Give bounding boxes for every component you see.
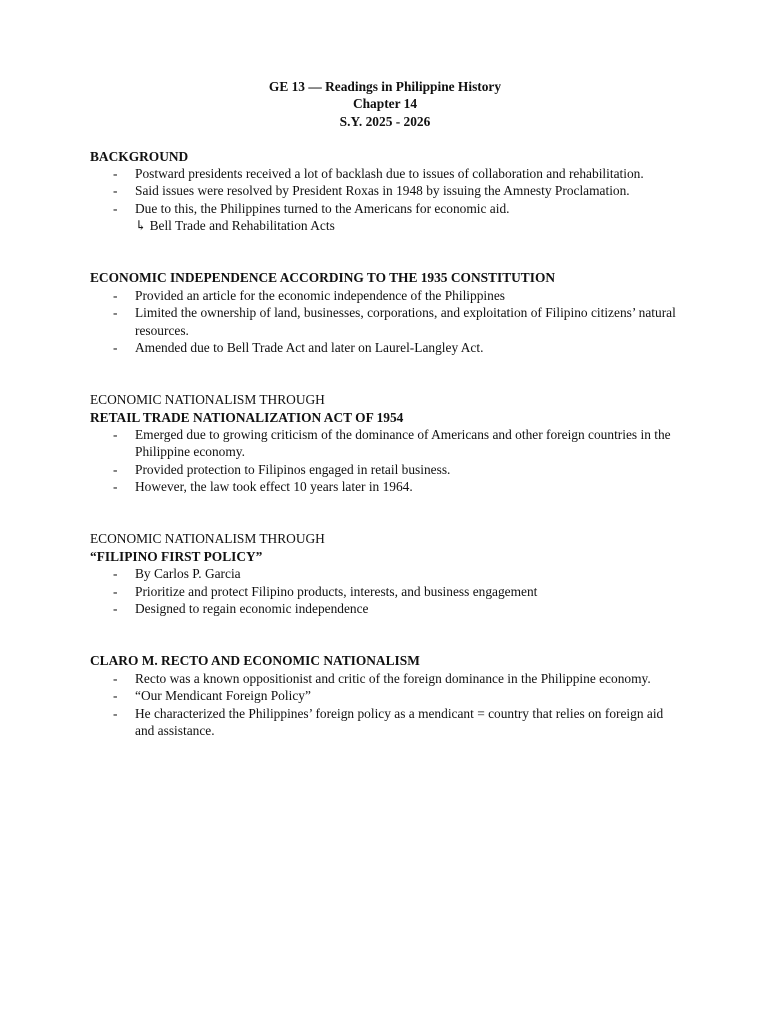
list-item-text: Limited the ownership of land, businesses, corporations, and exploitation of Filipino citizens’ natural resources.: [135, 305, 676, 338]
list-item: [90, 287, 680, 304]
list-item: [90, 583, 680, 600]
sub-item-bell-trade: ↳ Bell Trade and Rehabilitation Acts: [135, 218, 335, 234]
list-item-text: By Carlos P. Garcia: [135, 566, 241, 582]
list-item: [90, 182, 680, 199]
bullet-dash: -: [113, 461, 118, 477]
chapter-title: Chapter 14: [352, 96, 418, 112]
section-filipino-first: [90, 530, 680, 617]
list-item: [90, 165, 680, 182]
list-item: [90, 478, 680, 495]
list-item-text: He characterized the Philippines’ foreign policy as a mendicant = country that relies on foreign aid and assistance.: [135, 705, 664, 738]
list-item: [90, 670, 680, 687]
bullet-dash: -: [113, 427, 118, 443]
list-item: [90, 339, 680, 356]
list-item-text: Said issues were resolved by President Roxas in 1948 by issuing the Amnesty Proclamation.: [135, 183, 630, 199]
course-title: GE 13 — Readings in Philippine History: [268, 79, 502, 94]
list-item: [90, 304, 680, 339]
list-item: [90, 426, 680, 461]
section-heading: RETAIL TRADE NATIONALIZATION ACT OF 1954: [90, 409, 404, 425]
list-item-text: Amended due to Bell Trade Act and later on Laurel-Langley Act.: [135, 340, 484, 356]
list-item-text: Postward presidents received a lot of backlash due to issues of collaboration and rehabilitation.: [135, 165, 644, 181]
section-economic-independence: [90, 269, 680, 356]
school-year: S.Y. 2025 - 2026: [339, 113, 431, 129]
document-page: [90, 78, 680, 739]
list-item-text: Designed to regain economic independence: [135, 601, 369, 617]
section-heading: ECONOMIC INDEPENDENCE ACCORDING TO THE 1935 CONSTITUTION: [90, 270, 556, 286]
section-retail-trade: [90, 391, 680, 495]
bullet-dash: -: [113, 688, 118, 704]
bullet-list: [90, 426, 680, 496]
section-heading: CLARO M. RECTO AND ECONOMIC NATIONALISM: [90, 653, 420, 669]
bullet-dash: -: [113, 287, 118, 303]
list-item-text: “Our Mendicant Foreign Policy”: [135, 688, 311, 704]
list-item-text: Emerged due to growing criticism of the dominance of Americans and other foreign countries in the Philippine economy.: [135, 427, 671, 460]
list-item: [90, 200, 680, 217]
bullet-dash: -: [113, 165, 118, 181]
bullet-dash: -: [113, 670, 118, 686]
bullet-list: [90, 670, 680, 740]
list-item: [90, 461, 680, 478]
bullet-dash: -: [113, 566, 118, 582]
list-item: [90, 687, 680, 704]
bullet-dash: -: [113, 601, 118, 617]
list-item-text: However, the law took effect 10 years later in 1964.: [135, 479, 413, 495]
section-subheading: ECONOMIC NATIONALISM THROUGH: [90, 392, 325, 408]
section-subheading: ECONOMIC NATIONALISM THROUGH: [90, 531, 325, 547]
section-background: [90, 148, 680, 235]
bullet-dash: -: [113, 705, 118, 721]
bullet-dash: -: [113, 183, 118, 199]
bullet-dash: -: [113, 305, 118, 321]
section-heading: “FILIPINO FIRST POLICY”: [90, 548, 263, 564]
list-item-text: Due to this, the Philippines turned to the Americans for economic aid.: [135, 200, 510, 216]
bullet-list: [90, 565, 680, 617]
bullet-list: [90, 165, 680, 217]
bullet-dash: -: [113, 200, 118, 216]
bullet-dash: -: [113, 340, 118, 356]
list-item: [90, 705, 680, 740]
list-item-text: Provided protection to Filipinos engaged in retail business.: [135, 461, 451, 477]
bullet-list: [90, 287, 680, 357]
list-item-text: Provided an article for the economic independence of the Philippines: [135, 287, 505, 303]
list-item: [90, 600, 680, 617]
bullet-dash: -: [113, 583, 118, 599]
list-item-text: Recto was a known oppositionist and critic of the foreign dominance in the Philippine economy.: [135, 670, 651, 686]
section-recto: [90, 652, 680, 739]
section-heading: BACKGROUND: [90, 148, 189, 164]
document-header: [90, 78, 680, 130]
bullet-dash: -: [113, 479, 118, 495]
list-item-text: Prioritize and protect Filipino products, interests, and business engagement: [135, 583, 538, 599]
list-item: [90, 565, 680, 582]
